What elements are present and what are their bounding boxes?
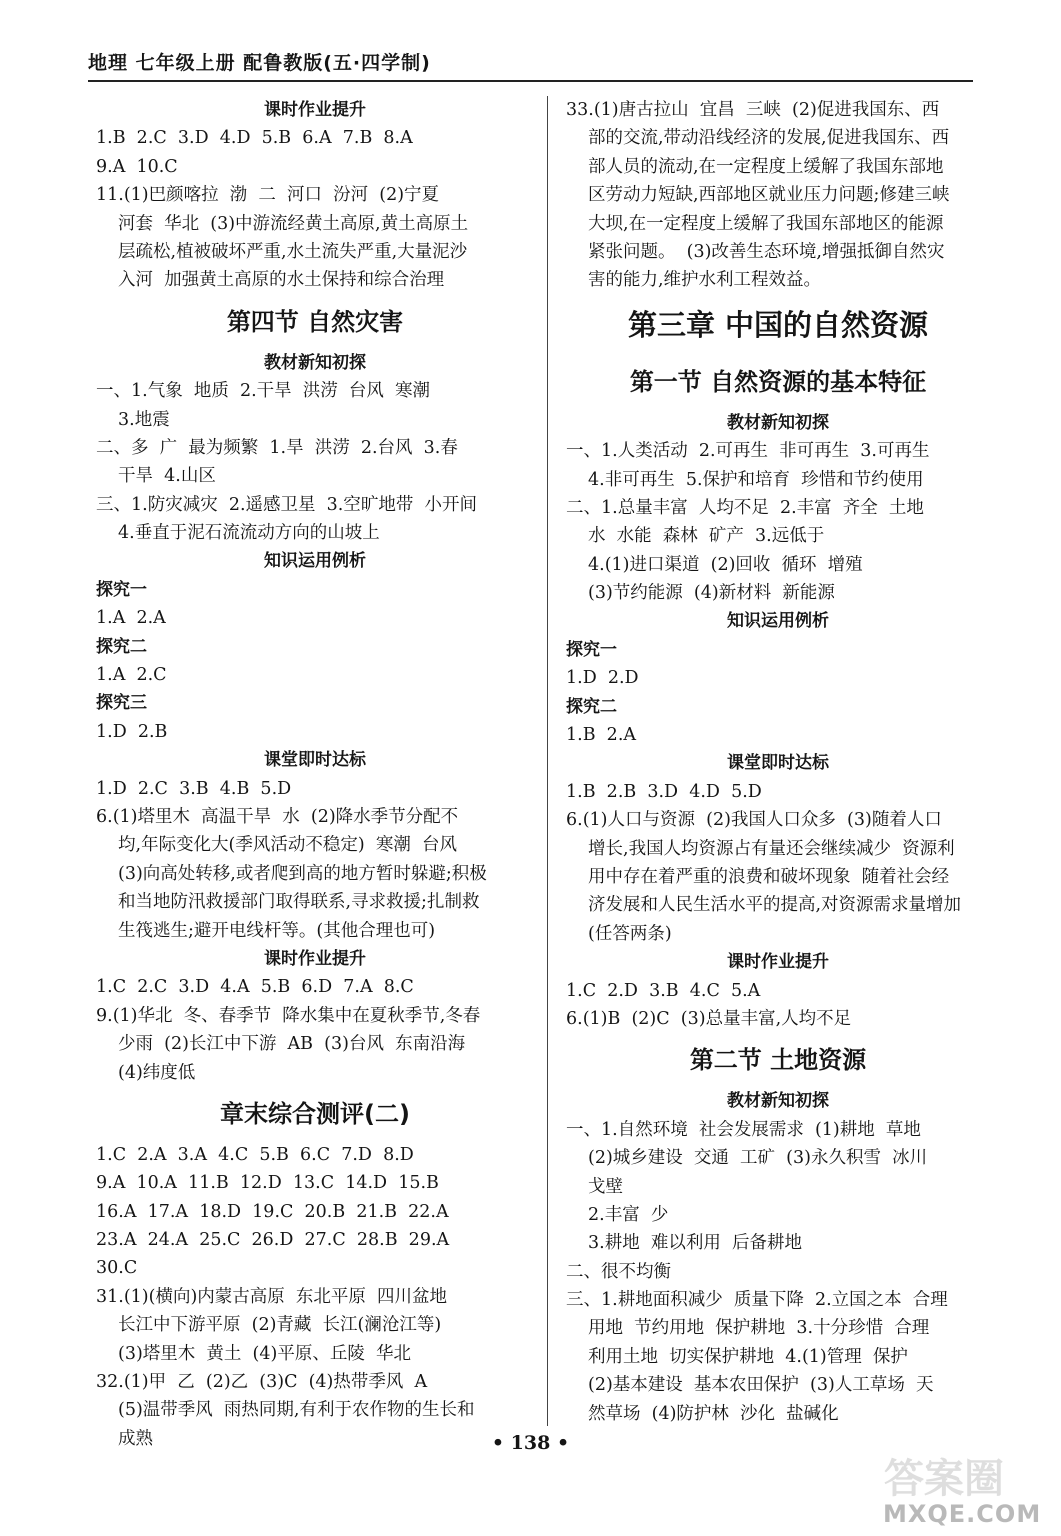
answer-line: 济发展和人民生活水平的提高,对资源需求量增加 — [588, 895, 962, 916]
answer-line: 16.A 17.A 18.D 19.C 20.B 21.B 22.A — [96, 1201, 449, 1222]
answer-line: 河套 华北 (3)中游流经黄土高原,黄土高原土 — [118, 213, 469, 234]
answer-line: 6.(1)B (2)C (3)总量丰富,人均不足 — [566, 1008, 852, 1029]
answer-line: 和当地防汛救援部门取得联系,寻求救援;扎制救 — [118, 892, 480, 913]
heading-ketang: 课堂即时达标 — [264, 750, 366, 771]
answer-line: 33.(1)唐古拉山 宜昌 三峡 (2)促进我国东、西 — [566, 100, 940, 120]
answer-line: 长江中下游平原 (2)青藏 长江(澜沧江等) — [118, 1315, 442, 1336]
answer-line: 1.B 2.C 3.D 4.D 5.B 6.A 7.B 8.A — [96, 128, 413, 149]
answer-line: 生筏逃生;避开电线杆等。(其他合理也可) — [118, 920, 436, 941]
answer-line: 入河 加强黄土高原的水土保持和综合治理 — [118, 270, 445, 291]
answer-line: 1.D 2.B — [96, 721, 168, 742]
answer-line: 2.丰富 少 — [588, 1204, 669, 1225]
section-title: 第二节 土地资源 — [689, 1046, 867, 1075]
chapter-title: 第三章 中国的自然资源 — [627, 307, 929, 342]
answer-line: 层疏松,植被破坏严重,水土流失严重,大量泥沙 — [118, 241, 468, 262]
answer-line: 9.(1)华北 冬、春季节 降水集中在夏秋季节,冬春 — [96, 1005, 481, 1026]
tanjiu-label: 探究一 — [96, 579, 147, 600]
answer-line: (2)基本建设 基本农田保护 (3)人工草场 天 — [588, 1375, 934, 1396]
column-divider — [547, 96, 548, 1426]
answer-line: 三、1.防灾减灾 2.遥感卫星 3.空旷地带 小开间 — [96, 494, 477, 515]
heading-keshi: 课时作业提升 — [264, 100, 366, 120]
heading-keshi: 课时作业提升 — [264, 948, 366, 969]
heading-zhishi: 知识运用例析 — [727, 611, 829, 632]
answer-line: 干旱 4.山区 — [118, 466, 216, 487]
tanjiu-label: 探究三 — [96, 693, 147, 714]
page-number: • 138 • — [491, 1432, 570, 1454]
answer-line: 成熟 — [118, 1428, 153, 1449]
answer-line: 戈壁 — [588, 1176, 623, 1197]
review-title: 章末综合测评(二) — [220, 1099, 410, 1128]
heading-jiaocai: 教材新知初探 — [264, 352, 366, 373]
answer-line: 1.D 2.D — [566, 668, 639, 689]
header-rule — [88, 80, 973, 82]
answer-line: 4.非可再生 5.保护和培育 珍惜和节约使用 — [588, 469, 924, 490]
answer-line: 4.垂直于泥石流流动方向的山坡上 — [118, 523, 380, 544]
answer-line: 用中存在着严重的浪费和破坏现象 随着社会经 — [588, 866, 950, 887]
watermark-site: MXQE.COM — [883, 1500, 1042, 1528]
answer-line: 区劳动力短缺,西部地区就业压力问题;修建三峡 — [588, 185, 950, 206]
answer-line: 1.C 2.C 3.D 4.A 5.B 6.D 7.A 8.C — [96, 977, 414, 998]
answer-line: 23.A 24.A 25.C 26.D 27.C 28.B 29.A — [96, 1230, 450, 1251]
answer-line: 1.A 2.C — [96, 665, 167, 686]
answer-line: 9.A 10.C — [96, 156, 178, 177]
answer-line: 1.C 2.D 3.B 4.C 5.A — [566, 980, 761, 1001]
answer-line: 二、很不均衡 — [566, 1261, 671, 1282]
answer-line: (3)节约能源 (4)新材料 新能源 — [588, 583, 835, 604]
answer-line: 部的交流,带动沿线经济的发展,促进我国东、西 — [588, 128, 950, 149]
answer-line: 3.耕地 难以利用 后备耕地 — [588, 1233, 802, 1254]
heading-jiaocai: 教材新知初探 — [727, 412, 829, 433]
answer-line: 一、1.自然环境 社会发展需求 (1)耕地 草地 — [566, 1119, 921, 1140]
answer-line: 一、1.气象 地质 2.干旱 洪涝 台风 寒潮 — [96, 381, 431, 402]
answer-line: 二、1.总量丰富 人均不足 2.丰富 齐全 土地 — [566, 497, 924, 518]
answer-line: 9.A 10.A 11.B 12.D 13.C 14.D 15.B — [96, 1173, 439, 1194]
answer-line: (3)向高处转移,或者爬到高的地方暂时躲避;积极 — [118, 863, 487, 884]
tanjiu-label: 探究一 — [566, 639, 617, 660]
answer-line: (任答两条) — [588, 923, 672, 944]
answer-line: (2)城乡建设 交通 工矿 (3)永久积雪 冰川 — [588, 1148, 928, 1169]
answer-line: 均,年际变化大(季风活动不稳定) 寒潮 台风 — [118, 835, 457, 856]
section-title: 第四节 自然灾害 — [226, 307, 404, 336]
answer-line: 三、1.耕地面积减少 质量下降 2.立国之本 合理 — [566, 1290, 948, 1311]
answer-line: 水 水能 森林 矿产 3.远低于 — [588, 526, 825, 547]
answer-line: 部人员的流动,在一定程度上缓解了我国东部地 — [588, 156, 944, 177]
watermark-logo-text: 答案圈 — [884, 1456, 1004, 1502]
answer-line: 一、1.人类活动 2.可再生 非可再生 3.可再生 — [566, 441, 930, 462]
answer-line: (5)温带季风 雨热同期,有利于农作物的生长和 — [118, 1400, 475, 1421]
answer-line: 大坝,在一定程度上缓解了我国东部地区的能源 — [588, 213, 944, 234]
answer-line: 1.B 2.B 3.D 4.D 5.D — [566, 781, 762, 802]
answer-line: 然草场 (4)防护林 沙化 盐碱化 — [588, 1403, 839, 1424]
answer-line: 二、多 广 最为频繁 1.旱 洪涝 2.台风 3.春 — [96, 437, 458, 458]
page-header: 地理 七年级上册 配鲁教版(五·四学制) — [88, 52, 431, 74]
heading-jiaocai: 教材新知初探 — [727, 1091, 829, 1112]
answer-line: 3.地震 — [118, 409, 170, 430]
answer-line: 11.(1)巴颜喀拉 渤 二 河口 汾河 (2)宁夏 — [96, 185, 440, 206]
right-column — [566, 96, 990, 1428]
heading-keshi: 课时作业提升 — [727, 952, 829, 973]
answer-line: 增长,我国人均资源占有量还会继续减少 资源利 — [588, 838, 955, 859]
tanjiu-label: 探究二 — [96, 636, 147, 657]
answer-line: 6.(1)塔里木 高温干旱 水 (2)降水季节分配不 — [96, 806, 459, 827]
heading-zhishi: 知识运用例析 — [264, 551, 366, 572]
section-title: 第一节 自然资源的基本特征 — [629, 367, 927, 396]
answer-line: 4.(1)进口渠道 (2)回收 循环 增殖 — [588, 554, 863, 575]
heading-ketang: 课堂即时达标 — [727, 753, 829, 774]
answer-line: 31.(1)(横向)内蒙古高原 东北平原 四川盆地 — [96, 1286, 448, 1307]
answer-line: 1.B 2.A — [566, 725, 637, 746]
answer-line: 利用土地 切实保护耕地 4.(1)管理 保护 — [588, 1346, 908, 1367]
answer-line: 1.D 2.C 3.B 4.B 5.D — [96, 778, 292, 799]
answer-line: (3)塔里木 黄土 (4)平原、丘陵 华北 — [118, 1343, 411, 1364]
answer-line: 6.(1)人口与资源 (2)我国人口众多 (3)随着人口 — [566, 810, 942, 831]
answer-line: 32.(1)甲 乙 (2)乙 (3)C (4)热带季风 A — [96, 1372, 428, 1393]
answer-line: 紧张问题。 (3)改善生态环境,增强抵御自然灾 — [588, 241, 945, 262]
answer-line: (4)纬度低 — [118, 1062, 196, 1083]
answer-line: 1.C 2.A 3.A 4.C 5.B 6.C 7.D 8.D — [96, 1144, 414, 1165]
answer-line: 30.C — [96, 1258, 138, 1279]
left-column — [96, 96, 534, 1453]
answer-line: 害的能力,维护水利工程效益。 — [588, 270, 822, 291]
answer-line: 1.A 2.A — [96, 608, 166, 629]
answer-line: 用地 节约用地 保护耕地 3.十分珍惜 合理 — [588, 1318, 930, 1339]
tanjiu-label: 探究二 — [566, 696, 617, 717]
answer-line: 少雨 (2)长江中下游 AB (3)台风 东南沿海 — [118, 1034, 466, 1055]
